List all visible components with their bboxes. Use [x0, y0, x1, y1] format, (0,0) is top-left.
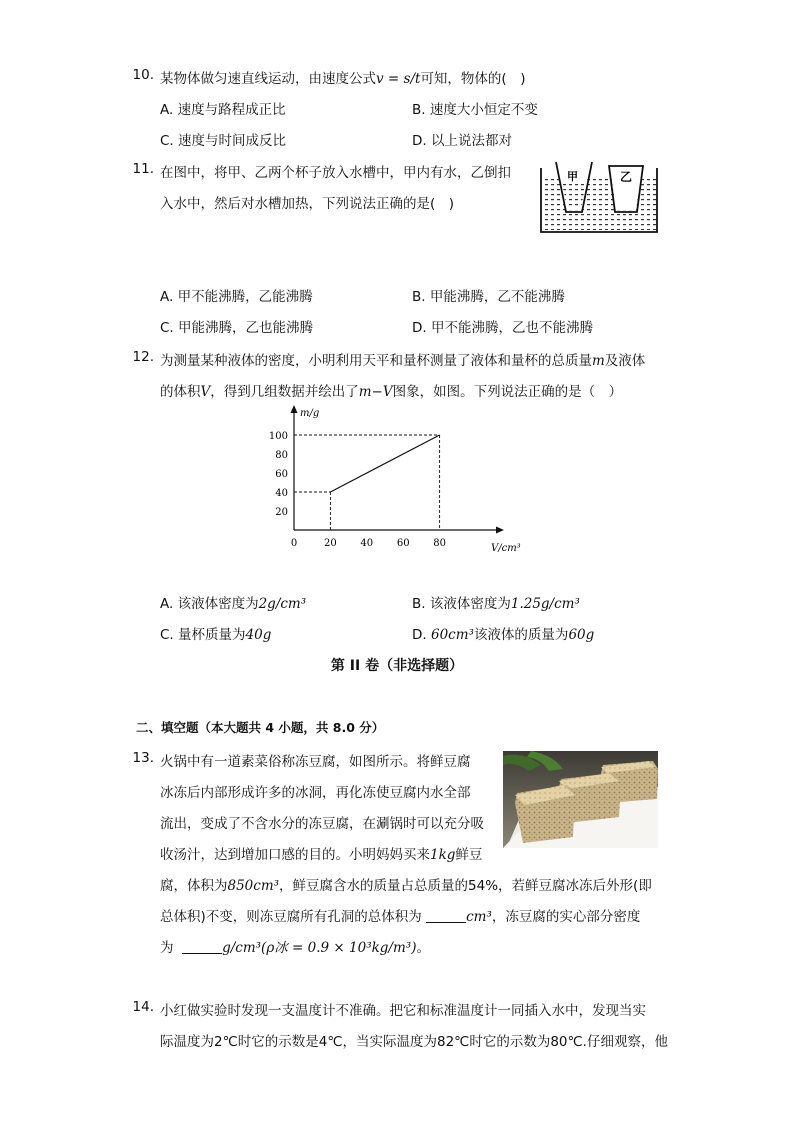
question-number: 10.: [132, 67, 154, 83]
option-a[interactable]: A. 速度与路程成正比: [160, 102, 286, 118]
option-d[interactable]: D. 甲不能沸腾，乙也不能沸腾: [412, 320, 593, 336]
option-a[interactable]: A. 甲不能沸腾，乙能沸腾: [160, 289, 313, 305]
text-line: 流出，变成了不含水分的冻豆腐，在涮锅时可以充分吸: [160, 816, 484, 832]
y-tick-label: 40: [275, 488, 288, 499]
x-tick-label: 60: [396, 538, 410, 549]
y-axis-label: m/g: [300, 408, 320, 419]
formula: v = s/t: [376, 71, 421, 87]
question-text-line1: 为测量某种液体的密度，小明利用天平和量杯测量了液体和量杯的总质量m及液体: [160, 353, 646, 369]
y-tick-label: 100: [268, 431, 288, 442]
x-axis-arrow: [496, 527, 504, 534]
option-d[interactable]: D. 以上说法都对: [412, 133, 512, 149]
question-number: 13.: [132, 750, 154, 766]
question-text-line2: 入水中，然后对水槽加热，下列说法正确的是( ): [160, 196, 455, 212]
mv-graph: [262, 398, 537, 558]
option-b[interactable]: B. 甲能沸腾，乙不能沸腾: [412, 289, 565, 305]
option-d[interactable]: D. 60cm³该液体的质量为60g: [412, 627, 595, 643]
series-line: [330, 435, 439, 492]
text-line: 收汤汁，达到增加口感的目的。小明妈妈买来1kg鲜豆: [160, 847, 483, 863]
option-b[interactable]: B. 该液体密度为1.25g/cm³: [412, 596, 580, 612]
y-axis-arrow: [291, 405, 298, 413]
text-line: 际温度为2℃时它的示数是4℃，当实际温度为82℃时它的示数为80℃.仔细观察，他: [160, 1034, 668, 1050]
x-tick-label: 0: [290, 538, 298, 549]
y-tick-label: 80: [275, 450, 288, 461]
question-text-line1: 在图中，将甲、乙两个杯子放入水槽中，甲内有水，乙倒扣: [160, 165, 511, 181]
question-number: 14.: [132, 999, 154, 1015]
water-tank-figure: [538, 162, 660, 236]
label-yi: 乙: [620, 170, 633, 184]
question-number: 11.: [132, 161, 154, 177]
x-tick-label: 20: [324, 538, 337, 549]
y-tick-label: 60: [275, 469, 288, 480]
option-c[interactable]: C. 速度与时间成反比: [160, 133, 287, 149]
axes: [291, 405, 521, 554]
question-text: 某物体做匀速直线运动，由速度公式v = s/t可知，物体的( ): [160, 71, 526, 87]
question-text-line2: 的体积V，得到几组数据并绘出了m−V图象，如图。下列说法正确的是（ ）: [160, 384, 623, 400]
text-line: 腐，体积为850cm³，鲜豆腐含水的质量占总质量的54%，若鲜豆腐冰冻后外形(即: [160, 878, 652, 894]
text-line: 小红做实验时发现一支温度计不准确。把它和标准温度计一同插入水中，发现当实: [160, 1003, 646, 1019]
option-c[interactable]: C. 量杯质量为40g: [160, 627, 272, 643]
label-jia: 甲: [567, 170, 578, 183]
section-title: 第 II 卷（非选择题）: [330, 658, 464, 674]
text-line: 总体积)不变，则冻豆腐所有孔洞的总体积为 cm³，冻豆腐的实心部分密度: [160, 909, 641, 925]
text-line: 冰冻后内部形成许多的冰洞，再化冻使豆腐内水全部: [160, 785, 471, 801]
x-tick-label: 80: [433, 538, 446, 549]
x-tick-label: 40: [360, 538, 374, 549]
part-title: 二、填空题（本大题共 4 小题，共 8.0 分）: [136, 720, 385, 735]
y-tick-label: 20: [275, 507, 288, 518]
answer-blank-1[interactable]: [426, 908, 466, 923]
x-axis-label: V/cm³: [491, 543, 521, 554]
frozen-tofu-photo: [503, 751, 658, 848]
answer-blank-2[interactable]: [182, 939, 222, 954]
option-b[interactable]: B. 速度大小恒定不变: [412, 102, 538, 118]
question-number: 12.: [132, 349, 154, 365]
option-c[interactable]: C. 甲能沸腾，乙也能沸腾: [160, 320, 314, 336]
option-a[interactable]: A. 该液体密度为2g/cm³: [160, 596, 307, 612]
text-line: 为 g/cm³(ρ冰 = 0.9 × 10³kg/m³)。: [160, 940, 430, 956]
text-line: 火锅中有一道素菜俗称冻豆腐，如图所示。将鲜豆腐: [160, 754, 471, 770]
